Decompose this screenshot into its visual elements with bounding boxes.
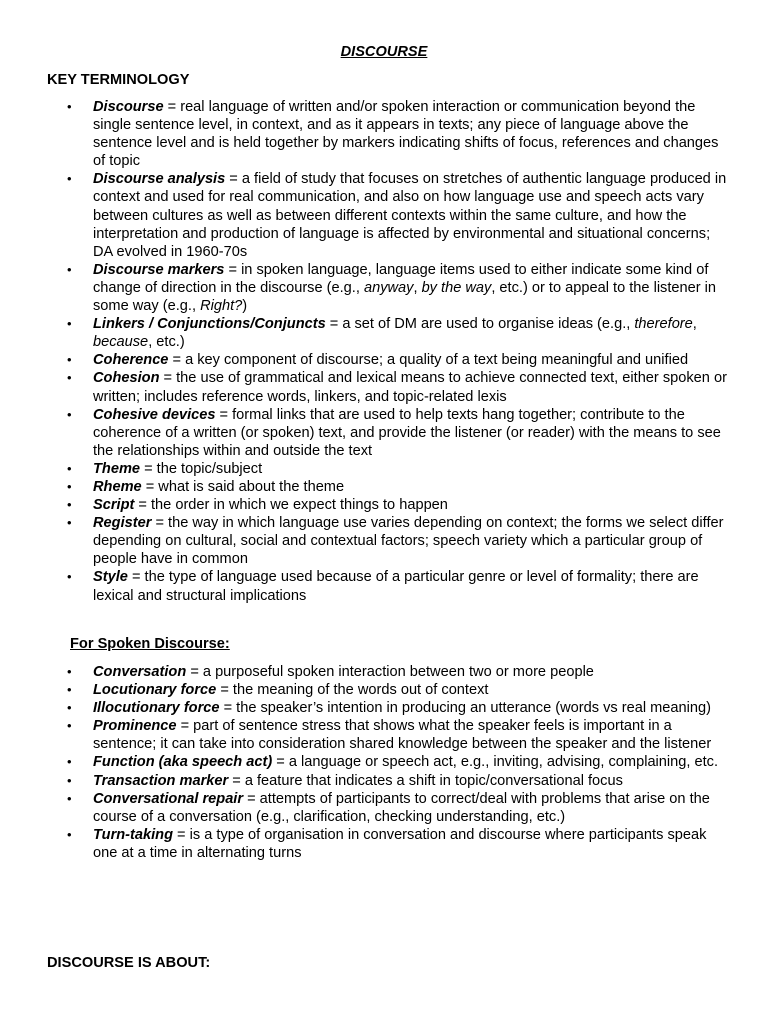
list-item [0,369,733,405]
term-name: Register [93,515,152,532]
spoken-discourse-heading: For Spoken Discourse: [70,636,230,652]
list-item [0,717,733,753]
example-word: therefore [634,316,693,333]
bullet-icon: • [67,352,72,368]
term-name: Style [93,569,128,586]
term-definition: = in spoken language, language items used to either indicate some kind of change of direction in the discourse (e.g., [93,261,709,296]
term-name: Function (aka speech act) [93,754,273,771]
list-item [0,98,733,170]
term-name: Theme [93,460,141,477]
term-definition: , [413,279,422,296]
list-item [0,261,733,315]
list-item [0,772,733,790]
term-name: Conversational repair [93,790,244,807]
list-item [0,681,733,699]
term-name: Cohesive devices [93,406,216,423]
term-definition: = a set of DM are used to organise ideas (e.g., [325,316,635,333]
term-name: Rheme [93,478,142,495]
term-definition: = the meaning of the words out of context [216,682,489,699]
term-definition: = the speaker’s intention in producing an utterance (words vs real meaning) [219,700,711,717]
list-item [0,351,733,369]
term-definition: , etc.) or to appeal to the listener in some way (e.g., [93,279,717,315]
example-word: Right? [200,298,243,315]
term-name: Turn-taking [93,826,173,843]
example-word: anyway [363,279,414,296]
term-definition: = real language of written and/or spoken interaction or communication beyond the single sentence level, in context, and as it appears in texts; any piece of language above the sentence level and is held together by markers indicating shifts of focus, references and changes of topic [93,99,719,170]
list-item [0,460,733,478]
term-name: Cohesion [93,370,160,387]
term-definition: = a purposeful spoken interaction between two or more people [186,664,594,680]
term-name: Script [93,497,135,514]
term-name: Transaction marker [93,772,229,789]
term-definition: = part of sentence stress that shows what the speaker feels is important in a sentence; it can take into consideration shared knowledge between the speaker and the listener [93,718,712,753]
example-word: because [93,334,149,351]
list-item [0,753,733,771]
term-definition: ) [242,298,248,315]
term-definition: = what is said about the theme [141,478,345,495]
term-definition: = the use of grammatical and lexical means to achieve connected text, either spoken or written; includes reference words, linkers, and topic-related lexis [93,370,727,405]
term-name: Illocutionary force [93,700,220,717]
bullet-icon: • [67,316,72,332]
example-word: by the way [421,279,492,296]
bullet-icon: • [67,370,72,386]
bullet-icon: • [67,772,72,788]
bullet-icon: • [67,515,72,531]
term-definition: = attempts of participants to correct/deal with problems that arise on the course of a conversation (e.g., clarification, checking understanding, etc.) [93,790,710,825]
bullet-icon: • [67,497,72,513]
bullet-icon: • [67,460,72,476]
list-item [0,496,733,514]
bullet-icon: • [67,664,72,679]
term-name: Discourse markers [93,261,225,278]
list-item [0,663,733,681]
key-terms-list [0,98,733,605]
spoken-terms-list [0,663,733,862]
bullet-icon: • [67,569,72,585]
bullet-icon: • [67,790,72,806]
discourse-is-about-heading: DISCOURSE IS ABOUT: [47,955,211,971]
term-definition: = the type of language used because of a particular genre or level of formality; there are lexical and structural implications [93,569,699,604]
bullet-icon: • [67,478,72,494]
term-name: Conversation [93,664,187,680]
term-definition: = the order in which we expect things to happen [134,497,448,514]
list-item [0,699,733,717]
term-definition: = a feature that indicates a shift in topic/conversational focus [228,772,623,789]
term-definition: = the topic/subject [140,460,263,477]
list-item [0,790,733,826]
term-name: Linkers / Conjunctions/Conjuncts [93,316,326,333]
term-definition: = formal links that are used to help texts hang together; contribute to the coherence of a written (or spoken) text, and provide the listener (or reader) with the means to see the relationships within and outside the text [93,406,721,459]
term-definition: , [692,316,697,333]
list-item [0,406,733,460]
key-terminology-heading: KEY TERMINOLOGY [47,72,190,88]
term-definition: , etc.) [148,334,185,351]
term-name: Discourse analysis [93,171,226,188]
term-name: Discourse [93,99,164,115]
list-item [0,568,733,604]
bullet-icon: • [67,682,72,698]
term-definition: = the way in which language use varies depending on context; the forms we select differ depending on cultural, social and contextual factors; speech variety which a particular group of people have in common [93,515,724,568]
list-item [0,514,733,568]
term-definition: = a language or speech act, e.g., inviting, advising, complaining, etc. [272,754,719,771]
bullet-icon: • [67,700,72,716]
list-item [0,478,733,496]
bullet-icon: • [67,261,72,277]
list-item [0,170,733,260]
list-item [0,315,733,351]
bullet-icon: • [67,406,72,422]
bullet-icon: • [67,718,72,734]
term-name: Coherence [93,352,169,369]
bullet-icon: • [67,171,72,187]
term-definition: = a field of study that focuses on stretches of authentic language produced in context and used for real communication, and also on how language use and speech acts vary between cultures as well as between different contexts within the same culture, and how the interpretation and production of language is affected by environmental and situational concerns; DA evolved in 1960-70s [93,171,727,260]
bullet-icon: • [67,826,72,842]
document-title: DISCOURSE [340,44,428,60]
term-definition: = a key component of discourse; a quality of a text being meaningful and unified [168,352,689,369]
bullet-icon: • [67,99,72,114]
term-definition: = is a type of organisation in conversation and discourse where participants speak one at a time in alternating turns [93,826,707,861]
term-name: Locutionary force [93,682,217,699]
list-item [0,826,733,862]
term-name: Prominence [93,718,177,735]
bullet-icon: • [67,754,72,770]
